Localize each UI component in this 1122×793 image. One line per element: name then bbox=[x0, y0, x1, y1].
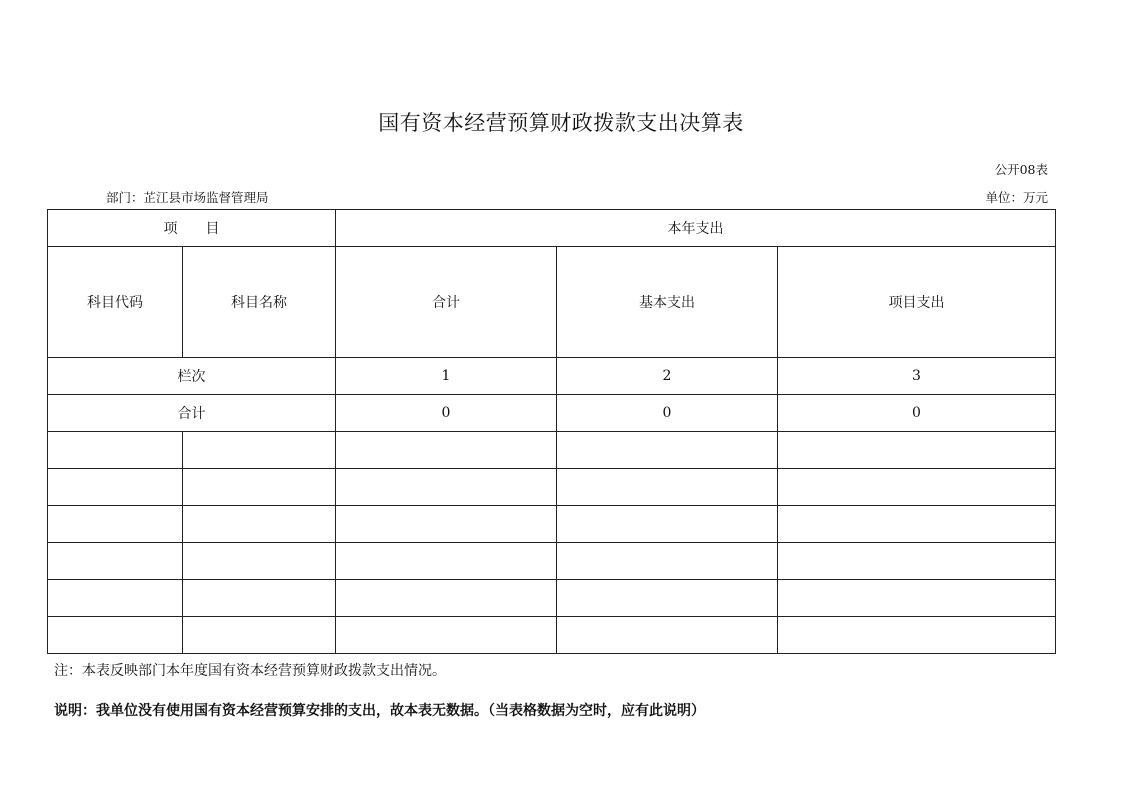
index-cell: 2 bbox=[557, 358, 778, 395]
table-header-row bbox=[48, 210, 1056, 247]
table-cell bbox=[778, 432, 1056, 469]
table-cell bbox=[48, 506, 183, 543]
header-current-year: 本年支出 bbox=[336, 210, 1056, 247]
table-cell bbox=[778, 543, 1056, 580]
index-cell: 3 bbox=[778, 358, 1056, 395]
table-cell bbox=[778, 580, 1056, 617]
budget-table bbox=[47, 209, 1056, 654]
table-note: 注：本表反映部门本年度国有资本经营预算财政拨款支出情况。 bbox=[54, 663, 446, 679]
table-cell bbox=[557, 506, 778, 543]
table-cell bbox=[336, 469, 557, 506]
total-cell: 0 bbox=[336, 395, 557, 432]
table-cell bbox=[48, 432, 183, 469]
total-cell: 0 bbox=[557, 395, 778, 432]
table-row bbox=[48, 506, 1056, 543]
table-cell bbox=[557, 617, 778, 654]
table-cell bbox=[557, 432, 778, 469]
table-cell bbox=[48, 469, 183, 506]
table-cell bbox=[336, 506, 557, 543]
table-cell bbox=[557, 469, 778, 506]
unit-label: 单位：万元 bbox=[985, 190, 1048, 205]
form-number: 公开08表 bbox=[994, 162, 1048, 177]
index-cell: 1 bbox=[336, 358, 557, 395]
table-row bbox=[48, 617, 1056, 654]
table-cell bbox=[336, 617, 557, 654]
table-cell bbox=[778, 469, 1056, 506]
table-cell bbox=[48, 543, 183, 580]
total-cell: 0 bbox=[778, 395, 1056, 432]
department-label: 部门：芷江县市场监督管理局 bbox=[106, 190, 269, 205]
table-cell bbox=[336, 432, 557, 469]
table-row bbox=[48, 469, 1056, 506]
table-cell bbox=[183, 580, 336, 617]
table-cell bbox=[557, 580, 778, 617]
col-project-expense: 项目支出 bbox=[778, 247, 1056, 358]
table-row bbox=[48, 580, 1056, 617]
table-cell bbox=[183, 506, 336, 543]
col-basic-expense: 基本支出 bbox=[557, 247, 778, 358]
page-title: 国有资本经营预算财政拨款支出决算表 bbox=[378, 111, 744, 135]
table-row bbox=[48, 432, 1056, 469]
col-subject-code: 科目代码 bbox=[48, 247, 183, 358]
explanation-text: 说明：我单位没有使用国有资本经营预算安排的支出，故本表无数据。（当表格数据为空时，应有此说明） bbox=[54, 703, 705, 719]
table-cell bbox=[336, 580, 557, 617]
table-cell bbox=[183, 617, 336, 654]
row-total bbox=[48, 395, 1056, 432]
row-total-label: 合计 bbox=[48, 395, 336, 432]
table-subheader-row bbox=[48, 247, 1056, 358]
table-cell bbox=[778, 617, 1056, 654]
col-total: 合计 bbox=[336, 247, 557, 358]
table-cell bbox=[183, 469, 336, 506]
table-cell bbox=[778, 506, 1056, 543]
table-cell bbox=[557, 543, 778, 580]
row-index-label: 栏次 bbox=[48, 358, 336, 395]
table-cell bbox=[48, 580, 183, 617]
table-cell bbox=[336, 543, 557, 580]
row-column-index bbox=[48, 358, 1056, 395]
col-subject-name: 科目名称 bbox=[183, 247, 336, 358]
header-item: 项 目 bbox=[48, 210, 336, 247]
table-cell bbox=[48, 617, 183, 654]
table-cell bbox=[183, 543, 336, 580]
table-cell bbox=[183, 432, 336, 469]
table-row bbox=[48, 543, 1056, 580]
